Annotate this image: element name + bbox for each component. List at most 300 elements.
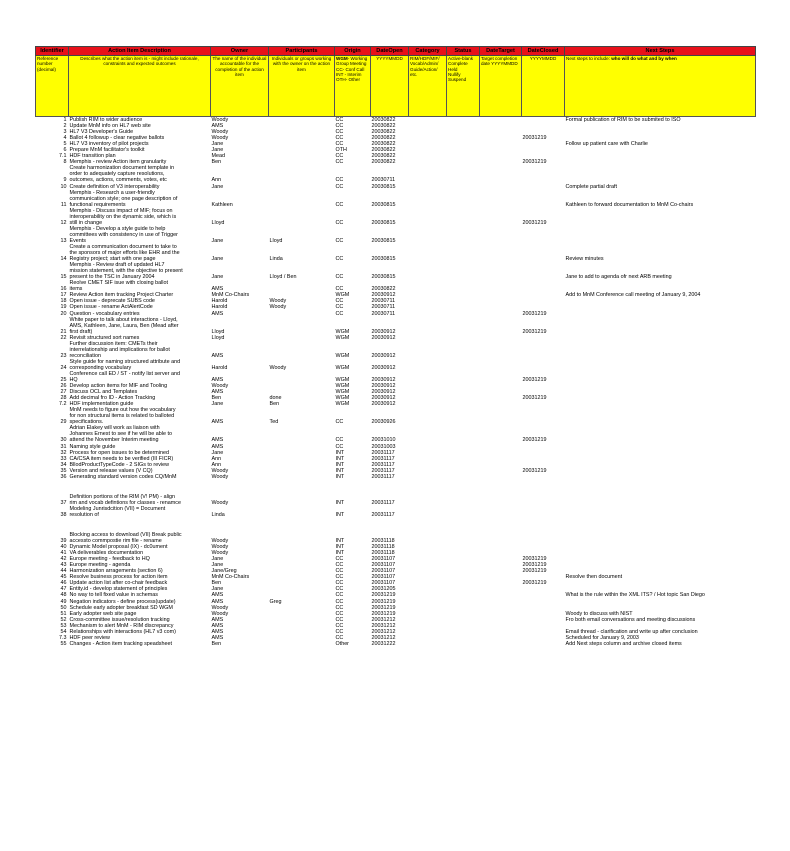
column-description-origin xyxy=(335,56,371,117)
item-origin: CC xyxy=(335,177,344,184)
item-owner: Woody xyxy=(211,117,229,123)
item-next-steps: Follow up patient care with Charlie xyxy=(565,141,648,148)
item-origin: CC xyxy=(335,141,344,148)
item-description: Blocking access to download (VII) Break public xyxy=(69,532,182,538)
item-origin: CC xyxy=(335,634,344,641)
item-id: 52 xyxy=(60,616,67,623)
item-description: Question - vocabulary entries xyxy=(69,310,140,317)
item-owner: Jane xyxy=(211,401,224,408)
item-owner: AMS xyxy=(211,437,224,444)
item-description: Dynamic Model proposal (IX) - dc0ument xyxy=(69,544,168,551)
item-owner: Kathleen xyxy=(211,201,233,208)
item-date-open: 20031219 xyxy=(371,598,396,605)
item-description: Prepare MnM facilitator's toolkit xyxy=(69,147,145,154)
item-description: Modeling Junrisdcition (VII) = Document xyxy=(69,505,166,512)
item-origin: INT xyxy=(335,449,345,456)
item-origin: CC xyxy=(335,123,344,130)
item-date-open: 20030912 xyxy=(371,334,396,341)
action-item-spreadsheet xyxy=(35,46,755,647)
item-date-open: 20031219 xyxy=(371,610,396,617)
item-description: Create a communication document to take to xyxy=(69,243,177,250)
item-description: attend the November Interim meeting xyxy=(69,437,159,444)
item-id: 15 xyxy=(60,274,67,281)
column-header-action-item-description: Action Item Description xyxy=(69,47,211,56)
item-origin: CC xyxy=(335,304,344,311)
item-id: 18 xyxy=(60,298,67,305)
item-date-open: 20030822 xyxy=(371,153,396,160)
item-description: Generating standard version codes CQ/MnM xyxy=(69,473,177,480)
item-id: 11 xyxy=(60,201,67,208)
item-id: 7.3 xyxy=(59,634,67,641)
item-date-open: 20030822 xyxy=(371,147,396,154)
item-origin: CC xyxy=(335,237,344,244)
item-next-steps: Email thread - clarification and write up after conclusion xyxy=(565,628,698,635)
item-owner: Woody xyxy=(211,467,229,474)
item-id: 22 xyxy=(60,334,67,341)
item-origin: CC xyxy=(335,568,344,575)
item-origin: CC xyxy=(335,574,344,581)
item-date-closed: 20031219 xyxy=(522,568,547,575)
item-owner: Woody xyxy=(211,544,229,551)
item-description: Definition portions of the RIM (V! PM) - align xyxy=(69,493,175,500)
item-description: Events xyxy=(69,237,86,244)
description-text: YYYYMMDD xyxy=(376,56,403,61)
item-description: Europe meeting - agenda xyxy=(69,562,131,569)
item-next-steps: Fro both email conversations and meeting discussions xyxy=(565,616,696,623)
item-origin: WGM xyxy=(335,352,350,359)
item-date-open: 20031117 xyxy=(371,455,395,462)
item-description: Add decimal fro ID - Action Tracking xyxy=(69,395,156,402)
item-origin: WGM xyxy=(335,328,350,335)
item-owner: AMS xyxy=(211,310,224,317)
item-owner: Woody xyxy=(211,550,229,557)
description-text: The name of the individual accountable for the completion of the action item xyxy=(212,56,267,77)
item-participants: Linda xyxy=(269,256,283,263)
item-owner: AMS xyxy=(211,389,224,396)
item-origin: INT xyxy=(335,461,345,468)
item-owner: Lloyd xyxy=(211,219,225,226)
item-id: 20 xyxy=(60,310,67,317)
item-id: 16 xyxy=(60,286,67,293)
description-text: Reference number (decimal) xyxy=(37,56,59,72)
description-emphasis: who will do what and by when xyxy=(611,56,677,61)
item-owner: Jane xyxy=(211,562,224,569)
item-next-steps: Add to MnM Conference call meeting of January 9, 2004 xyxy=(565,292,701,299)
item-id: 26 xyxy=(60,383,67,390)
item-owner: Woody xyxy=(211,499,229,506)
item-origin: Other xyxy=(335,640,349,647)
item-date-open: 20030912 xyxy=(371,364,396,371)
item-date-open: 20030822 xyxy=(371,129,396,136)
item-participants xyxy=(269,641,335,647)
header-description-row xyxy=(36,56,756,117)
item-id: 44 xyxy=(60,568,67,575)
item-description: Mechanism to alert MnM - RIM discrepancy xyxy=(69,622,174,629)
item-owner: Mead xyxy=(211,153,225,160)
item-participants: Greg xyxy=(269,598,282,605)
item-owner: AMS xyxy=(211,592,224,599)
item-origin: CC xyxy=(335,286,344,293)
item-origin: CC xyxy=(335,622,344,629)
item-date-open: 20030912 xyxy=(371,389,396,396)
item-owner: AMS xyxy=(211,598,224,605)
item-id: 40 xyxy=(60,544,67,551)
item-date-closed: 20031219 xyxy=(522,395,547,402)
item-owner: Ann xyxy=(211,455,222,462)
item-date-open: 20030912 xyxy=(371,377,396,384)
item-owner: AMS xyxy=(211,443,224,450)
item-date-open: 20031010 xyxy=(371,437,396,444)
item-origin: CC xyxy=(335,274,344,281)
item-date-closed: 20031219 xyxy=(522,580,547,587)
item-date-closed: 20031219 xyxy=(522,219,547,226)
item-date-open: 20030815 xyxy=(371,183,396,190)
item-id: 51 xyxy=(60,610,67,617)
item-participants: Woody xyxy=(269,364,287,371)
item-date-open: 20030912 xyxy=(371,401,396,408)
item-origin: CC xyxy=(335,117,344,123)
action-item-table xyxy=(35,46,756,647)
item-owner: AMS xyxy=(211,616,224,623)
item-description: Early adopter web site page xyxy=(69,610,137,617)
item-origin: WGM xyxy=(335,364,350,371)
item-id: 32 xyxy=(60,449,67,456)
item-id: 1 xyxy=(63,117,67,123)
item-id: 38 xyxy=(60,511,67,518)
item-date-open: 20030711 xyxy=(371,298,396,305)
item-owner: Harold xyxy=(211,298,228,305)
item-date-open: 20031212 xyxy=(371,634,396,641)
item-description: Review Action item tracking Project Charter xyxy=(69,292,174,299)
item-date-open: 20030912 xyxy=(371,328,396,335)
item-origin: INT xyxy=(335,499,345,506)
item-origin: CC xyxy=(335,419,344,426)
item-date-open: 20030912 xyxy=(371,383,396,390)
item-description: Memphis - review Action item granularity xyxy=(69,159,167,166)
item-description: Update action list after co-chair feedback xyxy=(69,580,168,587)
item-origin: CC xyxy=(335,437,344,444)
item-origin: CC xyxy=(335,598,344,605)
item-id: 50 xyxy=(60,604,67,611)
item-date-closed: 20031219 xyxy=(522,377,547,384)
item-description: Memphis - Develop a style guide to help xyxy=(69,225,166,232)
column-description-dateopen xyxy=(371,56,409,117)
item-date-open: 20030711 xyxy=(371,310,396,317)
item-owner: Jane xyxy=(211,586,224,593)
column-description-next-steps xyxy=(565,56,756,117)
item-origin: OTH xyxy=(335,147,347,154)
item-description: Cross-committee issue/resolution tracking xyxy=(69,616,170,623)
description-line: Suspend xyxy=(448,77,467,83)
item-owner: AMS xyxy=(211,419,224,426)
description-prefix: Next steps to include: xyxy=(566,56,612,61)
item-owner: Jane/Greg xyxy=(211,568,237,575)
item-origin: CC xyxy=(335,562,344,569)
item-description: Further discussion item: CMETs their xyxy=(69,340,158,347)
item-origin: CC xyxy=(335,443,344,450)
item-date-open: 20031003 xyxy=(371,443,396,450)
item-origin: WGM xyxy=(335,389,350,396)
item-date-closed: 20031219 xyxy=(522,562,547,569)
item-date-open: 20031212 xyxy=(371,628,396,635)
item-description: first draft) xyxy=(69,328,93,335)
item-participants: done xyxy=(269,395,282,402)
item-date-open: 20031219 xyxy=(371,592,396,599)
item-date-closed: 20031219 xyxy=(522,328,547,335)
item-id: 45 xyxy=(60,574,67,581)
column-header-dateclosed: DateClosed xyxy=(522,47,565,56)
item-date-open: 20031118 xyxy=(371,538,395,545)
item-description: Entity.id - develop statement of principles xyxy=(69,586,168,593)
column-header-participants: Participants xyxy=(269,47,335,56)
item-description: HL7 V3 Developer's Guide xyxy=(69,129,134,136)
item-date-open: 20031117 xyxy=(371,473,395,480)
item-description: communication style; one page description of xyxy=(69,195,178,202)
item-description: HDF implementation guide xyxy=(69,401,134,408)
item-id: 25 xyxy=(60,377,67,384)
table-row xyxy=(36,641,756,647)
item-owner: MnM Co-Chairs xyxy=(211,292,250,299)
item-description: present to the TSC in January 2004 xyxy=(69,274,155,281)
item-date-open: 20030815 xyxy=(371,219,396,226)
item-next-steps: Complete partial draft xyxy=(565,183,618,190)
description-line: Active-blank xyxy=(448,56,474,61)
description-line: INT - Interim xyxy=(336,71,362,77)
spacer-row xyxy=(36,480,756,494)
item-next-steps: Resolve then document xyxy=(565,574,623,581)
item-id: 49 xyxy=(60,598,67,605)
description-line: CC- Conf Call xyxy=(336,66,365,72)
item-id: 42 xyxy=(60,556,67,563)
item-date-open: 20030822 xyxy=(371,117,396,123)
item-id: 19 xyxy=(60,304,67,311)
item-id: 27 xyxy=(60,389,67,396)
item-date-open: 20031212 xyxy=(371,616,396,623)
item-owner: Jane xyxy=(211,147,224,154)
item-participants: Ted xyxy=(269,419,279,426)
spacer-row xyxy=(36,518,756,532)
item-id: 37 xyxy=(60,499,67,506)
item-date-open: 20030822 xyxy=(371,159,396,166)
description-text: Describes what the action item is - might include rationale, constraints and expected outcomes xyxy=(80,56,199,67)
item-next-steps: What is the rule within the XML ITS? / Hot topic San Diego xyxy=(565,592,705,599)
item-origin: INT xyxy=(335,538,345,545)
item-date-open: 20031117 xyxy=(371,511,395,518)
item-next-steps: Scheduled for January 9, 2003 xyxy=(565,634,639,641)
item-description: Europe meeting - feedback to HQ xyxy=(69,556,150,563)
item-description: No way to tell fixed value in schemas xyxy=(69,592,158,599)
item-owner: Woody xyxy=(211,538,229,545)
item-id: 24 xyxy=(60,364,67,371)
item-date-open: 20031107 xyxy=(371,568,396,575)
item-next-steps: Jane to add to agenda ofr next ARB meeting xyxy=(565,274,672,281)
item-owner: Woody xyxy=(211,383,229,390)
item-owner: Ann xyxy=(211,177,222,184)
item-origin: INT xyxy=(335,511,345,518)
item-owner: Lloyd xyxy=(211,328,225,335)
item-id: 55 xyxy=(60,640,67,647)
item-date-open: 20030815 xyxy=(371,201,396,208)
item-description: Memphis - Research a user-friendly xyxy=(69,189,155,196)
item-participants: Woody xyxy=(269,304,287,311)
item-origin: CC xyxy=(335,556,344,563)
item-id: 9 xyxy=(63,177,67,184)
item-description: CA/CSA item needs to be verified (III FICR) xyxy=(69,455,174,462)
item-date-open: 20031205 xyxy=(371,586,396,593)
item-owner: AMS xyxy=(211,628,224,635)
item-description: Harmonization arragements (section 6) xyxy=(69,568,163,575)
item-owner: AMS xyxy=(211,634,224,641)
item-id: 7.2 xyxy=(59,401,67,408)
column-header-category: Category xyxy=(409,47,447,56)
item-description: Version and release values (V CQ) xyxy=(69,467,153,474)
item-description: MnM needs to figure out how the vocabulary xyxy=(69,407,176,414)
column-description-owner xyxy=(211,56,269,117)
column-description-category xyxy=(409,56,447,117)
item-description: Relationships with interactions (HL7 v3 com) xyxy=(69,628,176,635)
item-date-open: 20030912 xyxy=(371,292,396,299)
item-description: Memphis - Review draft of updated HL7 xyxy=(69,262,165,269)
item-origin: CC xyxy=(335,201,344,208)
item-date-open: 20031117 xyxy=(371,449,395,456)
item-date-open: 20030815 xyxy=(371,256,396,263)
item-owner: Ben xyxy=(211,395,222,402)
item-origin: CC xyxy=(335,310,344,317)
item-id: 2 xyxy=(63,123,67,130)
header-row xyxy=(36,47,756,56)
item-description: Process for open issues to be determined xyxy=(69,449,169,456)
item-description: resolution of xyxy=(69,511,99,518)
item-date-open: 20030822 xyxy=(371,141,396,148)
item-date-open: 20031118 xyxy=(371,550,395,557)
item-description: interrelationship and implications for ballot xyxy=(69,346,170,353)
item-id: 34 xyxy=(60,461,67,468)
item-owner: AMS xyxy=(211,622,224,629)
item-date-open: 20031107 xyxy=(371,580,396,587)
item-description: Open issue - deprecate SUBS code xyxy=(69,298,155,305)
item-date-open: 20031117 xyxy=(371,467,395,474)
item-id: 46 xyxy=(60,580,67,587)
item-description: still in change xyxy=(69,219,103,226)
item-id: 33 xyxy=(60,455,67,462)
item-owner: Ann xyxy=(211,461,222,468)
item-description: HL7 V3 inventory of pilot projects xyxy=(69,141,149,148)
item-owner: AMS xyxy=(211,352,224,359)
item-description: Update MnM info on HL7 web site xyxy=(69,123,151,130)
item-owner: Lloyd xyxy=(211,334,225,341)
item-description: functional requirements xyxy=(69,201,126,208)
item-id: 13 xyxy=(60,237,67,244)
item-description: Conference call ED / ST - notify list server and xyxy=(69,370,180,377)
item-id: 47 xyxy=(60,586,67,593)
item-description: Naming style guide xyxy=(69,443,116,450)
action-items-body xyxy=(36,117,756,647)
item-origin: WGM xyxy=(335,377,350,384)
item-owner: Jane xyxy=(211,141,224,148)
item-description: Registry project; start with one page xyxy=(69,256,156,263)
item-origin: CC xyxy=(335,153,344,160)
item-description: AMS, Kathleen, Jane, Laura, Ben (Mead after xyxy=(69,322,179,329)
item-owner: Harold xyxy=(211,304,228,311)
description-line: WGM- Working Group Meeting xyxy=(336,56,368,67)
column-description-status xyxy=(447,56,480,117)
item-description: reconciliation xyxy=(69,352,101,359)
description-text: Target completion date YYYYMMDD xyxy=(481,56,518,67)
item-id: 3 xyxy=(63,129,67,136)
item-owner: Linda xyxy=(211,511,225,518)
item-date-open: 20031222 xyxy=(371,640,396,647)
item-id: 29 xyxy=(60,419,67,426)
item-id: 39 xyxy=(60,538,67,545)
item-origin: CC xyxy=(335,628,344,635)
item-id: 12 xyxy=(60,219,67,226)
item-description: HQ xyxy=(69,377,78,384)
column-header-next-steps: Next Steps xyxy=(565,47,756,56)
item-origin: CC xyxy=(335,219,344,226)
item-id: 54 xyxy=(60,628,67,635)
item-date-open: 20031117 xyxy=(371,499,395,506)
item-id: 28 xyxy=(60,395,67,402)
item-origin: CC xyxy=(335,135,344,142)
item-owner: Woody xyxy=(211,135,229,142)
item-origin: WGM xyxy=(335,395,350,402)
item-id: 5 xyxy=(63,141,67,148)
item-id: 14 xyxy=(60,256,67,263)
item-description: accessto commpostie rim file - rename xyxy=(69,538,162,545)
item-description: Memphis - Discuss impact of MIF; focus on xyxy=(69,207,173,214)
item-date-open: 20030912 xyxy=(371,395,396,402)
item-description: Resolve business process for action item xyxy=(69,574,168,581)
item-description: for non structural items is related to balloted xyxy=(69,413,175,420)
item-owner: Ben xyxy=(211,580,222,587)
item-date-closed: 20031219 xyxy=(522,135,547,142)
item-description: VA deliverables documentation xyxy=(69,550,144,557)
item-date-open: 20031107 xyxy=(371,562,396,569)
description-line: OTH- Other xyxy=(336,77,360,83)
column-header-origin: Origin xyxy=(335,47,371,56)
item-date-closed: 20031219 xyxy=(522,556,547,563)
item-description: the sponsors of major efforts like EHR and the xyxy=(69,250,180,257)
item-id: 30 xyxy=(60,437,67,444)
item-description: Adrian Elakey will work as liaison with xyxy=(69,425,160,432)
item-description: Changes - Action item tracking speadsheet xyxy=(69,640,172,647)
item-description: Reolve CMET SIF isue with closing ballot xyxy=(69,280,168,287)
spacer-cell xyxy=(36,518,756,532)
item-owner: Woody xyxy=(211,604,229,611)
item-owner: Jane xyxy=(211,183,224,190)
item-origin: CC xyxy=(335,256,344,263)
column-header-owner: Owner xyxy=(211,47,269,56)
item-origin: CC xyxy=(335,592,344,599)
item-description: Create harmonization document template in xyxy=(69,165,175,172)
item-owner: Jane xyxy=(211,274,224,281)
item-owner: AMS xyxy=(211,286,224,293)
item-origin: INT xyxy=(335,455,345,462)
item-description: order to adequately capture resolutions, xyxy=(69,171,165,178)
item-id: 21 xyxy=(60,328,67,335)
item-participants: Ben xyxy=(269,401,280,408)
column-header-dateopen: DateOpen xyxy=(371,47,409,56)
item-date-open: 20031107 xyxy=(371,574,396,581)
item-date-open: 20030822 xyxy=(371,286,396,293)
item-origin: CC xyxy=(335,586,344,593)
item-origin: WGM xyxy=(335,401,350,408)
item-description: mission statement, with the objective to present xyxy=(69,268,183,275)
item-id: 53 xyxy=(60,622,67,629)
item-id: 6 xyxy=(63,147,67,154)
item-description: items xyxy=(69,286,83,293)
item-date-open: 20030815 xyxy=(371,237,396,244)
